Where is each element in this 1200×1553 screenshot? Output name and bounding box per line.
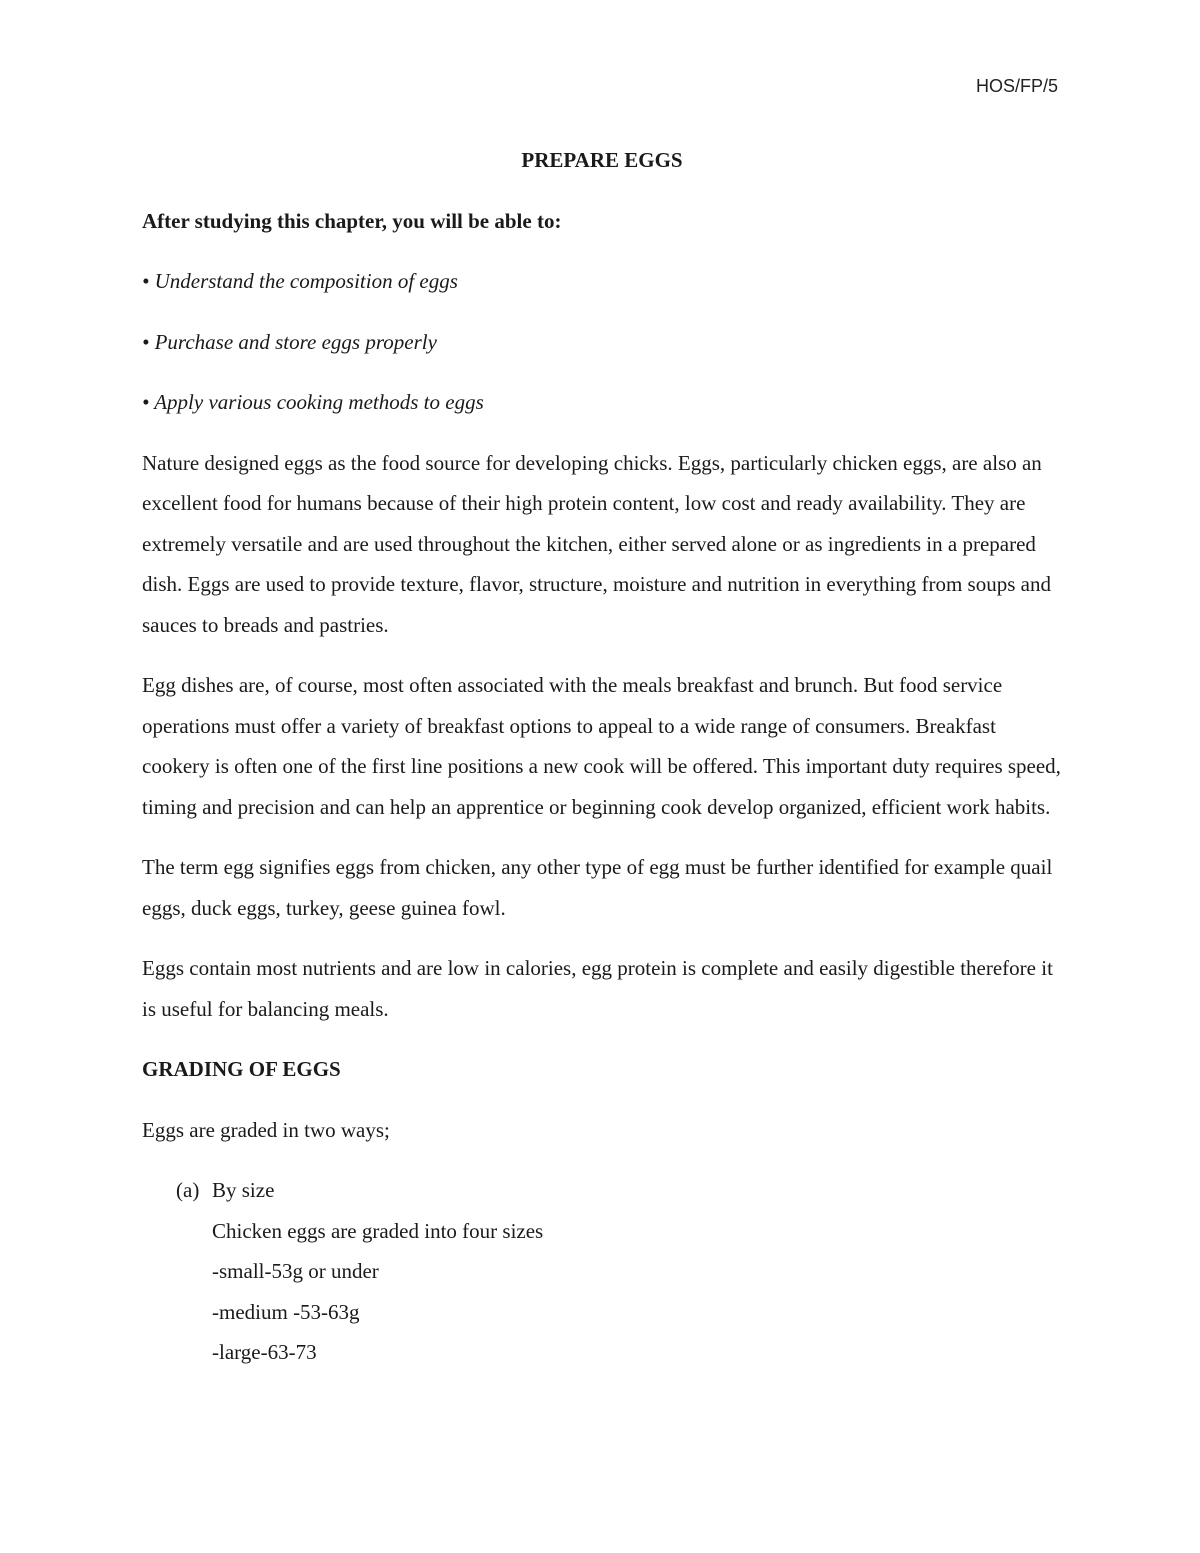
list-marker: (a) — [176, 1178, 200, 1202]
objective-item: • Purchase and store eggs properly — [142, 329, 437, 354]
objectives-heading: After studying this chapter, you will be able to: — [142, 208, 562, 233]
grading-list-item — [142, 1170, 1062, 1373]
document-body — [142, 140, 1062, 1373]
body-paragraph: Eggs contain most nutrients and are low in calories, egg protein is complete and easily digestible therefore it is useful for balancing meals. — [142, 956, 1053, 1021]
grading-item-title: By size — [212, 1178, 275, 1202]
objective-item: • Understand the composition of eggs — [142, 269, 458, 293]
grading-item-line: -medium -53-63g — [212, 1299, 360, 1324]
body-paragraph: Nature designed eggs as the food source for developing chicks. Eggs, particularly chicken eggs, are also an excellent food for humans because of their high protein content, low cost and ready availability. They are extremely versatile and are used throughout the kitchen, either served alone or as ingredients in a prepared dish. Eggs are used to provide texture, flavor, structure, moisture and nutrition in everything from soups and sauces to breads and pastries. — [142, 450, 1051, 637]
grading-item-line: -large-63-73 — [212, 1340, 317, 1364]
chapter-title: PREPARE EGGS — [521, 148, 683, 172]
body-paragraph: Egg dishes are, of course, most often associated with the meals breakfast and brunch. But food service operations must offer a variety of breakfast options to appeal to a wide range of consumers. Breakfast cookery is often one of the first line positions a new cook will be offered. This important duty requires speed, timing and precision and can help an apprentice or beginning cook develop organized, efficient work habits. — [142, 673, 1061, 819]
grading-intro: Eggs are graded in two ways; — [142, 1117, 390, 1142]
objective-item: • Apply various cooking methods to eggs — [142, 390, 484, 414]
body-paragraph: The term egg signifies eggs from chicken, any other type of egg must be further identified for example quail eggs, duck eggs, turkey, geese guinea fowl. — [142, 855, 1053, 920]
document-code: HOS/FP/5 — [975, 76, 1058, 96]
grading-item-body — [212, 1170, 1062, 1373]
grading-heading: GRADING OF EGGS — [142, 1057, 341, 1081]
grading-item-line: -small-53g or under — [212, 1259, 379, 1283]
grading-item-line: Chicken eggs are graded into four sizes — [212, 1218, 544, 1243]
